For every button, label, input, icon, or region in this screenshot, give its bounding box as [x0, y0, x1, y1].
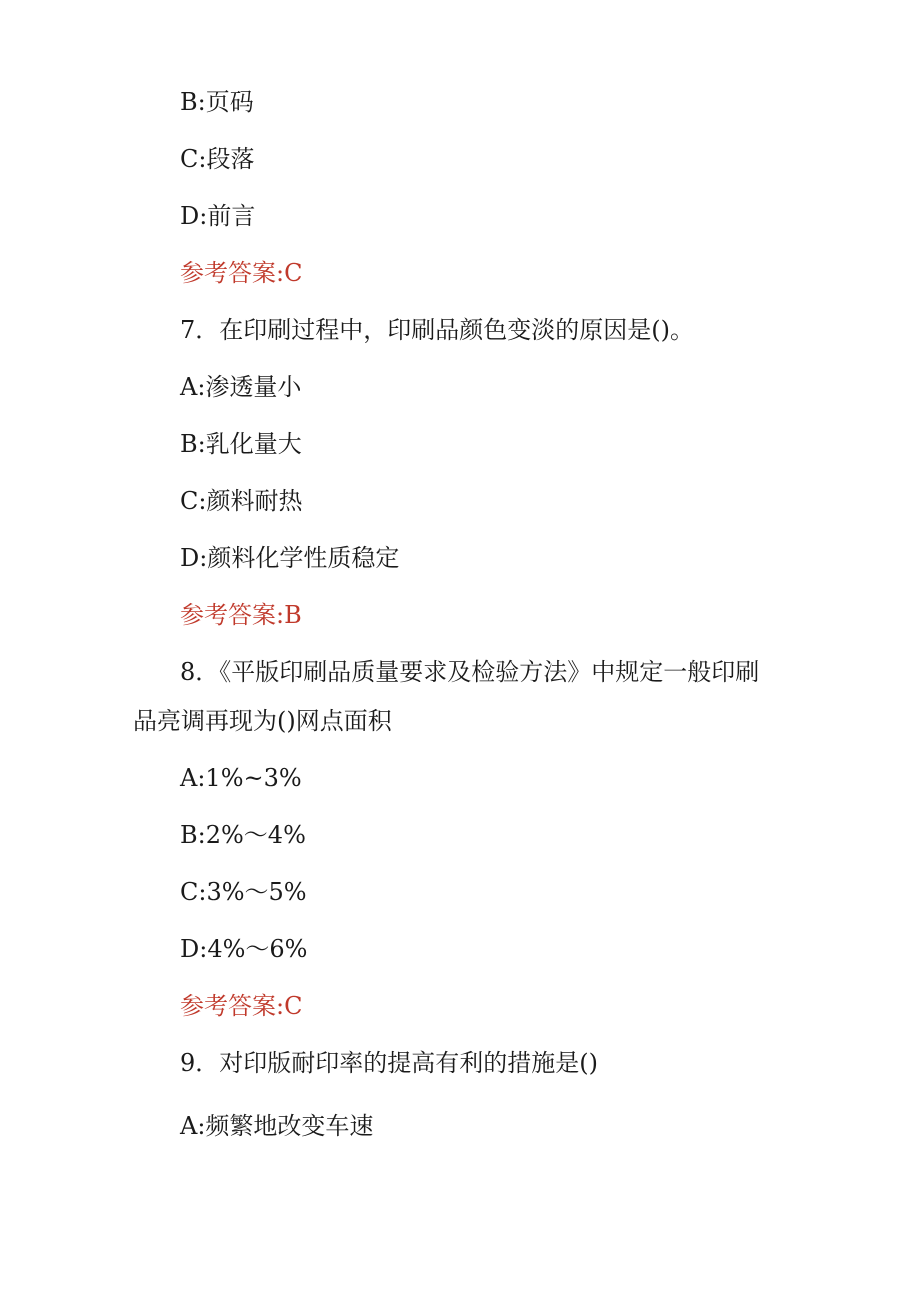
question-9: 9．对印版耐印率的提高有利的措施是() — [180, 1049, 598, 1077]
option-d-preface: D:前言 — [180, 202, 256, 230]
option-a-q9: A:频繁地改变车速 — [180, 1112, 374, 1140]
question-7: 7．在印刷过程中，印刷品颜色变淡的原因是()。 — [180, 316, 694, 344]
question-8-continued: 品亮调再现为()网点面积 — [133, 707, 392, 735]
option-c-q8: C:3%～5% — [180, 878, 307, 906]
option-b-q8: B:2%～4% — [180, 821, 306, 849]
answer-q7: 参考答案:B — [180, 601, 302, 629]
option-c-paragraph: C:段落 — [180, 145, 255, 173]
option-a-q7: A:渗透量小 — [180, 373, 302, 401]
answer-q8: 参考答案:C — [180, 992, 303, 1020]
option-b-q7: B:乳化量大 — [180, 430, 302, 458]
option-d-q7: D:颜料化学性质稳定 — [180, 544, 400, 572]
option-a-q8: A:1%~3% — [180, 764, 302, 792]
option-b-page-number: B:页码 — [180, 88, 254, 116]
question-8: 8．《平版印刷品质量要求及检验方法》中规定一般印刷 — [180, 658, 760, 686]
option-c-q7: C:颜料耐热 — [180, 487, 303, 515]
answer-q6: 参考答案:C — [180, 259, 303, 287]
option-d-q8: D:4%～6% — [180, 935, 308, 963]
